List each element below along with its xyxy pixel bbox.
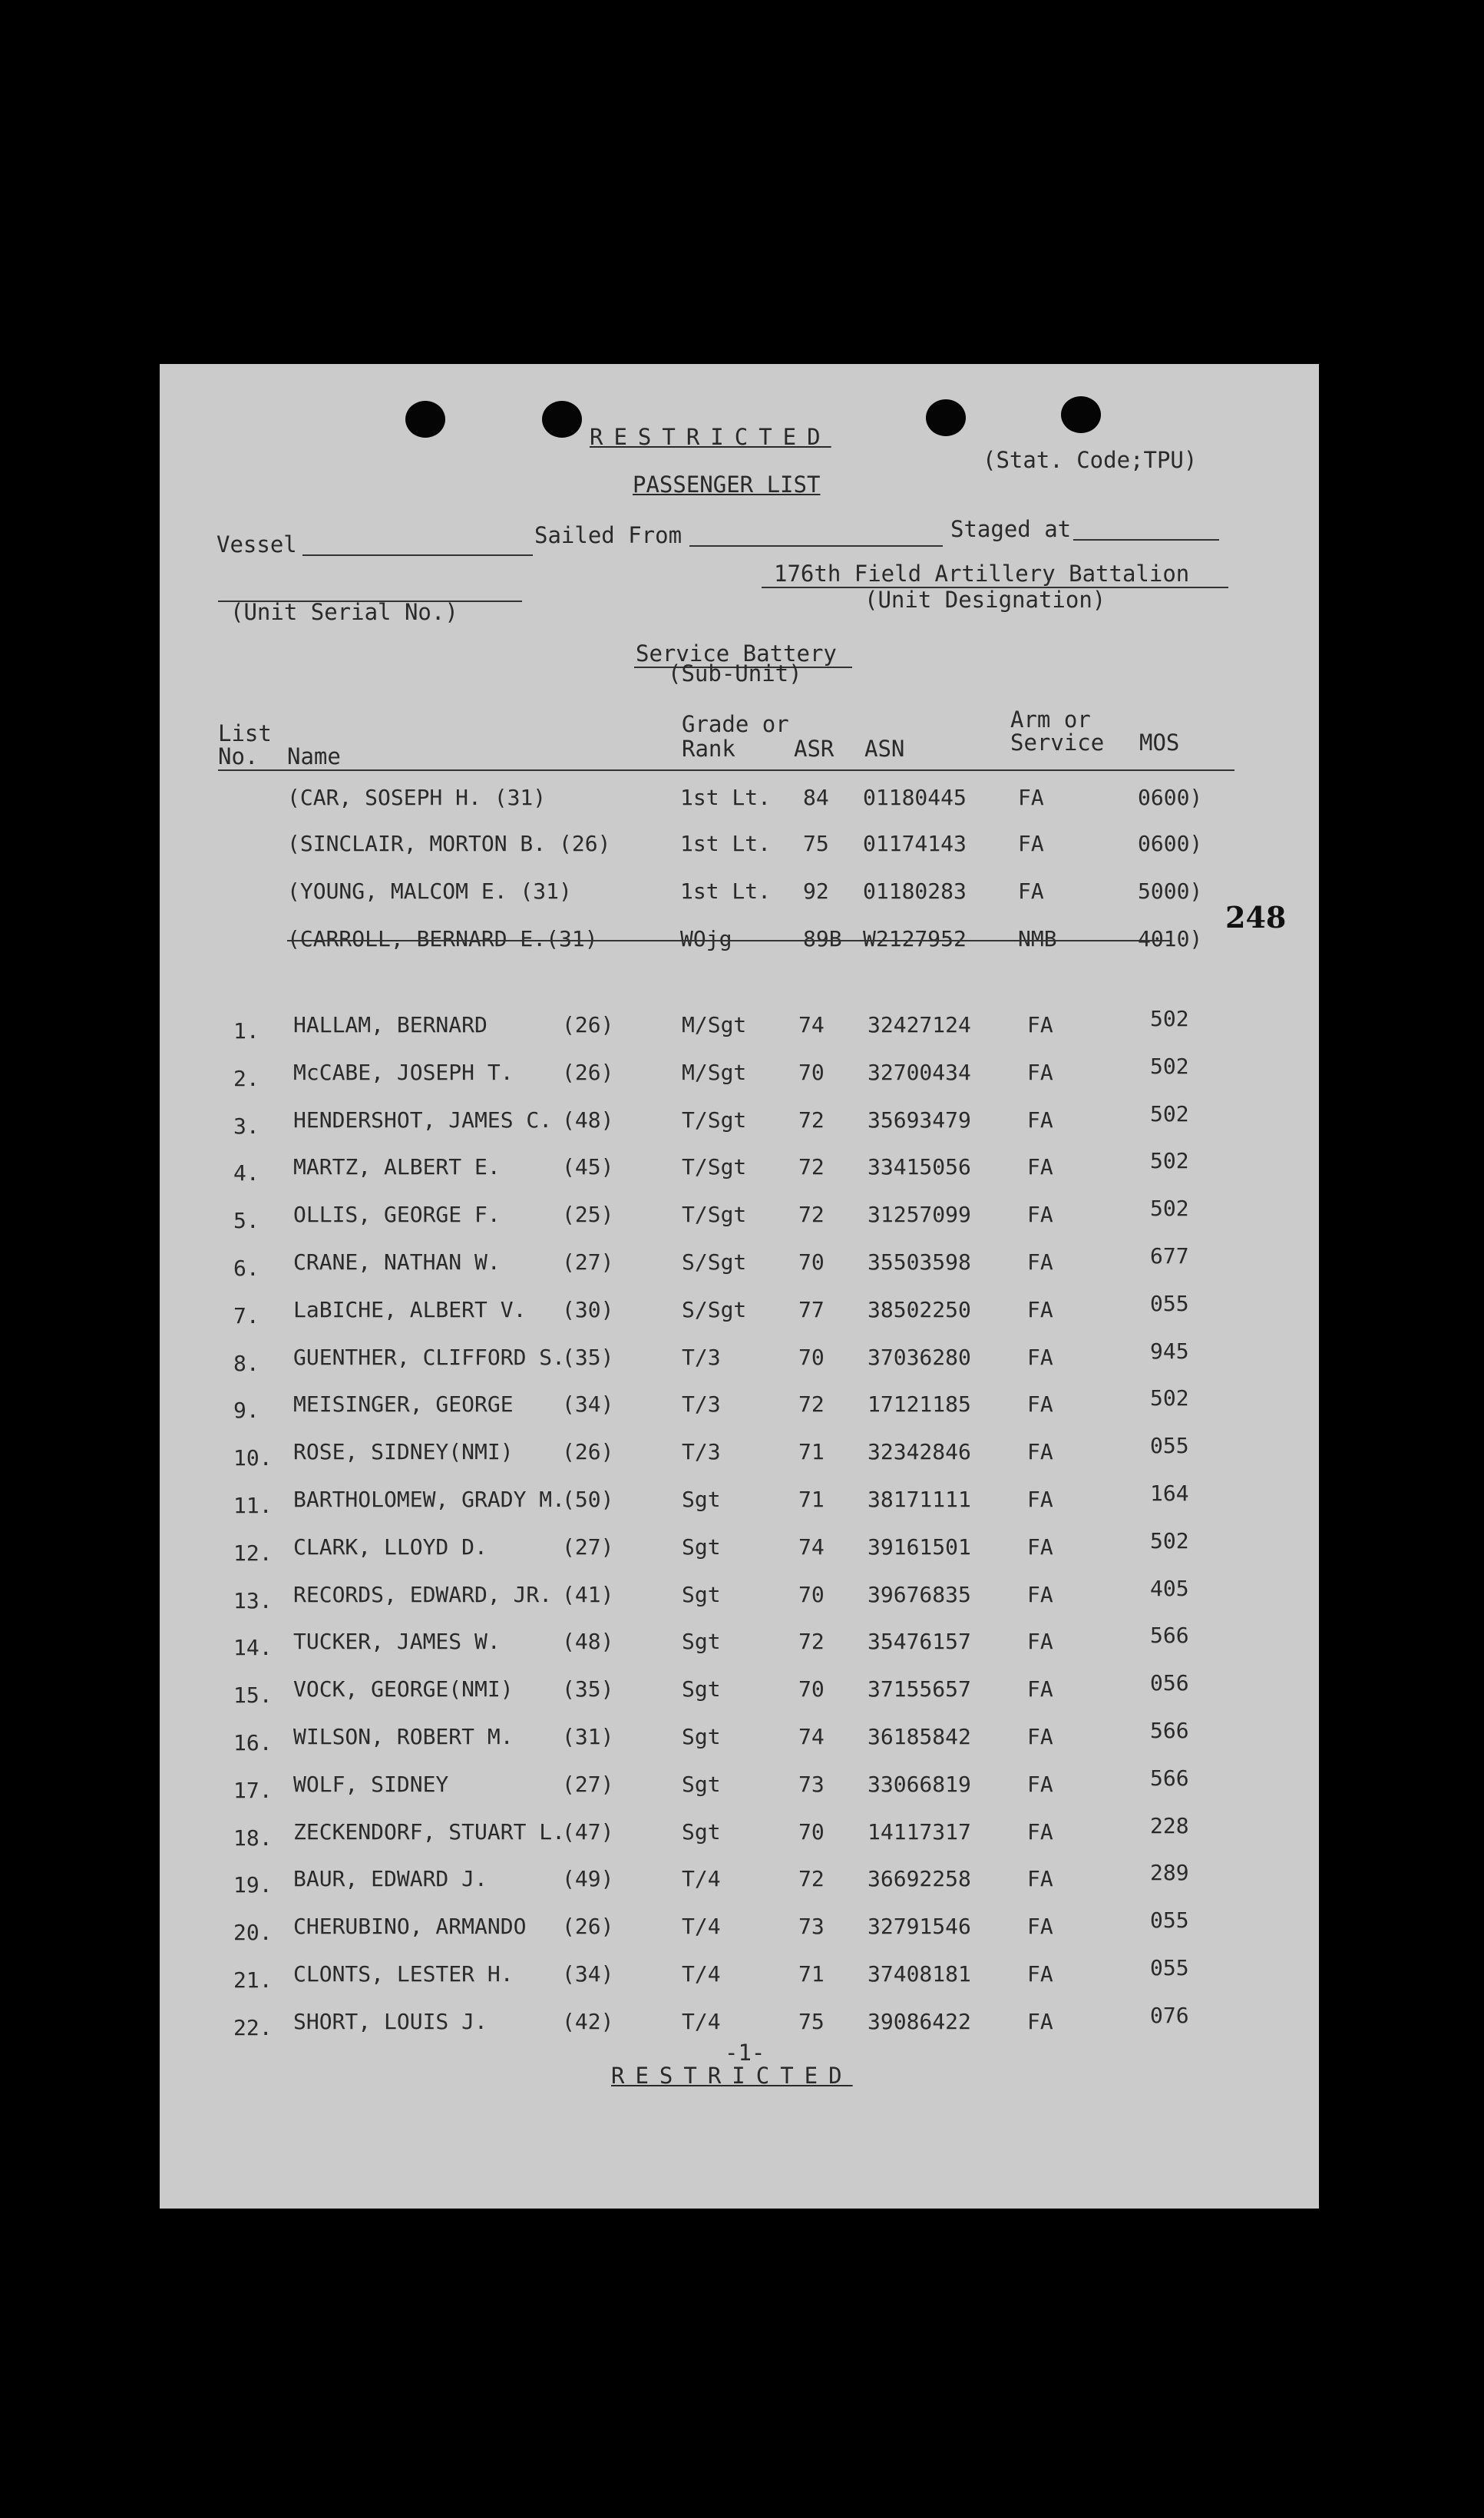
row-name: BAUR, EDWARD J. (293, 1866, 488, 1891)
col-list: List (218, 720, 272, 746)
row-age: (31) (562, 1724, 614, 1749)
row-name: HENDERSHOT, JAMES C. (293, 1107, 553, 1133)
row-asr: 74 (798, 1534, 825, 1560)
row-asr: 70 (798, 1060, 825, 1085)
row-arm: FA (1027, 1012, 1053, 1037)
officer-name: (CARROLL, BERNARD E.(31) (287, 926, 598, 951)
row-name: WOLF, SIDNEY (293, 1772, 449, 1797)
row-number: 19. (233, 1872, 273, 1898)
unit-designation: 176th Field Artillery Battalion (774, 561, 1190, 587)
row-number: 5. (233, 1208, 259, 1233)
row-asn: 39676835 (868, 1582, 971, 1607)
row-asn: 35476157 (868, 1629, 971, 1654)
restricted-header: RESTRICTED (590, 424, 831, 450)
row-arm: FA (1027, 1582, 1053, 1607)
officer-asr: 89B (803, 926, 842, 951)
row-mos: 566 (1150, 1718, 1189, 1743)
row-rank: T/4 (682, 2009, 721, 2034)
row-asr: 72 (798, 1202, 825, 1227)
row-number: 13. (233, 1588, 273, 1613)
row-arm: FA (1027, 1914, 1053, 1939)
col-arm-or: Arm or (1010, 706, 1091, 733)
row-name: HALLAM, BERNARD (293, 1012, 488, 1037)
row-asr: 70 (798, 1582, 825, 1607)
row-name: GUENTHER, CLIFFORD S. (293, 1345, 566, 1370)
row-asr: 72 (798, 1107, 825, 1133)
row-asn: 35503598 (868, 1249, 971, 1275)
row-arm: FA (1027, 1629, 1053, 1654)
sub-unit-caption: (Sub-Unit) (668, 660, 802, 687)
row-rank: Sgt (682, 1582, 721, 1607)
col-no: No. (218, 743, 259, 769)
officer-asn: 01180445 (863, 785, 967, 810)
row-arm: FA (1027, 1439, 1053, 1464)
row-asn: 32427124 (868, 1012, 971, 1037)
staged-at-field (1073, 539, 1219, 541)
row-age: (25) (562, 1202, 614, 1227)
row-arm: FA (1027, 1961, 1053, 1987)
row-rank: Sgt (682, 1534, 721, 1560)
officer-name: (SINCLAIR, MORTON B. (26) (287, 831, 611, 856)
row-asn: 31257099 (868, 1202, 971, 1227)
row-arm: FA (1027, 1202, 1053, 1227)
staged-at-label: Staged at (950, 516, 1072, 542)
row-mos: 228 (1150, 1813, 1189, 1838)
sailed-from-label: Sailed From (534, 522, 683, 548)
row-mos: 502 (1150, 1148, 1189, 1173)
officer-name: (YOUNG, MALCOM E. (31) (287, 878, 572, 904)
row-asr: 73 (798, 1772, 825, 1797)
col-asr: ASR (794, 736, 835, 762)
officer-arm: FA (1018, 785, 1044, 810)
punch-hole (542, 401, 582, 438)
row-number: 11. (233, 1493, 273, 1518)
row-arm: FA (1027, 1345, 1053, 1370)
officer-rank: WOjg (680, 926, 732, 951)
row-number: 14. (233, 1635, 273, 1660)
officer-asn: W2127952 (863, 926, 967, 951)
punch-hole (1061, 396, 1101, 433)
row-asn: 39161501 (868, 1534, 971, 1560)
row-number: 17. (233, 1778, 273, 1803)
officer-arm: FA (1018, 831, 1044, 856)
row-arm: FA (1027, 1866, 1053, 1891)
row-mos: 289 (1150, 1860, 1189, 1885)
officer-rank: 1st Lt. (680, 831, 772, 856)
row-arm: FA (1027, 1534, 1053, 1560)
row-age: (48) (562, 1107, 614, 1133)
row-number: 3. (233, 1113, 259, 1139)
row-rank: T/4 (682, 1914, 721, 1939)
row-age: (35) (562, 1345, 614, 1370)
strikethrough-line (287, 940, 1170, 941)
row-mos: 055 (1150, 1955, 1189, 1980)
row-age: (49) (562, 1866, 614, 1891)
row-age: (35) (562, 1676, 614, 1702)
col-service: Service (1010, 730, 1105, 756)
punch-hole (926, 399, 966, 436)
row-rank: T/3 (682, 1391, 721, 1417)
row-name: MARTZ, ALBERT E. (293, 1154, 501, 1180)
officer-mos: 0600) (1138, 831, 1203, 856)
row-asr: 70 (798, 1345, 825, 1370)
row-name: OLLIS, GEORGE F. (293, 1202, 501, 1227)
row-arm: FA (1027, 1391, 1053, 1417)
row-rank: Sgt (682, 1819, 721, 1845)
row-mos: 502 (1150, 1054, 1189, 1079)
row-asn: 39086422 (868, 2009, 971, 2034)
row-mos: 502 (1150, 1196, 1189, 1221)
row-number: 12. (233, 1540, 273, 1566)
officer-asr: 92 (803, 878, 829, 904)
officer-rank: 1st Lt. (680, 785, 772, 810)
row-arm: FA (1027, 1154, 1053, 1180)
row-age: (45) (562, 1154, 614, 1180)
row-asr: 74 (798, 1012, 825, 1037)
document-page (160, 364, 1319, 2209)
row-asr: 73 (798, 1914, 825, 1939)
row-arm: FA (1027, 1249, 1053, 1275)
row-asn: 32700434 (868, 1060, 971, 1085)
row-asr: 72 (798, 1629, 825, 1654)
row-mos: 055 (1150, 1433, 1189, 1458)
row-rank: T/3 (682, 1345, 721, 1370)
row-asr: 70 (798, 1676, 825, 1702)
row-asn: 14117317 (868, 1819, 971, 1845)
page-number: -1- (725, 2040, 765, 2066)
col-mos: MOS (1139, 730, 1180, 756)
row-name: ZECKENDORF, STUART L. (293, 1819, 566, 1845)
row-asn: 37036280 (868, 1345, 971, 1370)
row-number: 18. (233, 1825, 273, 1851)
row-mos: 566 (1150, 1623, 1189, 1648)
row-name: SHORT, LOUIS J. (293, 2009, 488, 2034)
officer-asn: 01180283 (863, 878, 967, 904)
row-rank: T/Sgt (682, 1202, 747, 1227)
row-age: (41) (562, 1582, 614, 1607)
row-asr: 71 (798, 1439, 825, 1464)
row-mos: 502 (1150, 1528, 1189, 1553)
officer-arm: NMB (1018, 926, 1057, 951)
row-mos: 405 (1150, 1576, 1189, 1601)
officer-name: (CAR, SOSEPH H. (31) (287, 785, 547, 810)
row-mos: 502 (1150, 1101, 1189, 1127)
row-number: 10. (233, 1445, 273, 1471)
row-asr: 74 (798, 1724, 825, 1749)
row-asn: 37155657 (868, 1676, 971, 1702)
row-age: (27) (562, 1772, 614, 1797)
row-number: 22. (233, 2015, 273, 2040)
row-asn: 17121185 (868, 1391, 971, 1417)
row-age: (26) (562, 1060, 614, 1085)
row-rank: Sgt (682, 1772, 721, 1797)
row-name: VOCK, GEORGE(NMI) (293, 1676, 514, 1702)
row-name: CLARK, LLOYD D. (293, 1534, 488, 1560)
row-asn: 36692258 (868, 1866, 971, 1891)
row-number: 16. (233, 1730, 273, 1755)
officer-mos: 0600) (1138, 785, 1203, 810)
row-asr: 72 (798, 1391, 825, 1417)
row-name: CHERUBINO, ARMANDO (293, 1914, 527, 1939)
sailed-from-field (689, 545, 943, 547)
row-mos: 164 (1150, 1481, 1189, 1506)
row-arm: FA (1027, 1676, 1053, 1702)
row-mos: 566 (1150, 1765, 1189, 1791)
row-arm: FA (1027, 1487, 1053, 1512)
row-rank: Sgt (682, 1629, 721, 1654)
restricted-footer: RESTRICTED (611, 2063, 853, 2089)
row-age: (47) (562, 1819, 614, 1845)
row-arm: FA (1027, 1772, 1053, 1797)
col-grade-or: Grade or (682, 711, 789, 737)
row-name: McCABE, JOSEPH T. (293, 1060, 514, 1085)
row-number: 9. (233, 1398, 259, 1423)
punch-hole (405, 401, 445, 438)
row-rank: S/Sgt (682, 1249, 747, 1275)
row-age: (30) (562, 1297, 614, 1322)
page-title: PASSENGER LIST (633, 472, 821, 498)
officer-rank: 1st Lt. (680, 878, 772, 904)
row-rank: T/3 (682, 1439, 721, 1464)
row-name: WILSON, ROBERT M. (293, 1724, 514, 1749)
row-name: CLONTS, LESTER H. (293, 1961, 514, 1987)
row-age: (50) (562, 1487, 614, 1512)
row-age: (26) (562, 1439, 614, 1464)
row-age: (42) (562, 2009, 614, 2034)
col-rank: Rank (682, 736, 735, 762)
row-number: 4. (233, 1160, 259, 1186)
row-rank: T/4 (682, 1866, 721, 1891)
row-asr: 70 (798, 1819, 825, 1845)
row-asr: 71 (798, 1961, 825, 1987)
row-mos: 502 (1150, 1006, 1189, 1031)
officer-asr: 75 (803, 831, 829, 856)
row-name: BARTHOLOMEW, GRADY M. (293, 1487, 566, 1512)
row-number: 21. (233, 1967, 273, 1993)
officer-mos: 4010) (1138, 926, 1203, 951)
row-rank: Sgt (682, 1724, 721, 1749)
row-rank: Sgt (682, 1487, 721, 1512)
row-number: 8. (233, 1351, 259, 1376)
row-number: 15. (233, 1683, 273, 1708)
row-mos: 945 (1150, 1338, 1189, 1364)
row-asn: 38502250 (868, 1297, 971, 1322)
row-age: (34) (562, 1391, 614, 1417)
row-rank: T/4 (682, 1961, 721, 1987)
row-mos: 055 (1150, 1908, 1189, 1933)
row-mos: 502 (1150, 1385, 1189, 1411)
row-age: (48) (562, 1629, 614, 1654)
row-number: 1. (233, 1018, 259, 1044)
stat-code: (Stat. Code;TPU) (983, 447, 1198, 473)
row-rank: M/Sgt (682, 1012, 747, 1037)
row-name: LaBICHE, ALBERT V. (293, 1297, 527, 1322)
row-asn: 36185842 (868, 1724, 971, 1749)
page-count-annotation: 248 (1225, 900, 1287, 935)
row-arm: FA (1027, 1724, 1053, 1749)
vessel-label: Vessel (216, 531, 297, 558)
row-number: 2. (233, 1066, 259, 1091)
row-asr: 71 (798, 1487, 825, 1512)
row-number: 7. (233, 1303, 259, 1328)
row-number: 6. (233, 1256, 259, 1281)
row-arm: FA (1027, 1107, 1053, 1133)
row-age: (26) (562, 1914, 614, 1939)
row-name: CRANE, NATHAN W. (293, 1249, 501, 1275)
sub-unit: Service Battery (636, 640, 837, 667)
row-asr: 70 (798, 1249, 825, 1275)
row-asr: 72 (798, 1154, 825, 1180)
row-asn: 33066819 (868, 1772, 971, 1797)
row-mos: 055 (1150, 1291, 1189, 1316)
header-rule (218, 769, 1234, 771)
row-name: RECORDS, EDWARD, JR. (293, 1582, 553, 1607)
row-number: 20. (233, 1920, 273, 1945)
row-name: ROSE, SIDNEY(NMI) (293, 1439, 514, 1464)
row-arm: FA (1027, 1060, 1053, 1085)
row-asn: 32791546 (868, 1914, 971, 1939)
unit-designation-caption: (Unit Designation) (864, 587, 1106, 613)
row-arm: FA (1027, 1819, 1053, 1845)
officer-arm: FA (1018, 878, 1044, 904)
row-asn: 33415056 (868, 1154, 971, 1180)
col-asn: ASN (864, 736, 905, 762)
row-age: (34) (562, 1961, 614, 1987)
vessel-field (302, 554, 533, 556)
row-asr: 75 (798, 2009, 825, 2034)
officer-asn: 01174143 (863, 831, 967, 856)
row-asn: 35693479 (868, 1107, 971, 1133)
row-rank: Sgt (682, 1676, 721, 1702)
row-asr: 77 (798, 1297, 825, 1322)
row-arm: FA (1027, 1297, 1053, 1322)
col-name: Name (287, 743, 341, 769)
row-age: (26) (562, 1012, 614, 1037)
row-name: TUCKER, JAMES W. (293, 1629, 501, 1654)
row-rank: T/Sgt (682, 1107, 747, 1133)
row-arm: FA (1027, 2009, 1053, 2034)
row-mos: 677 (1150, 1243, 1189, 1269)
row-rank: M/Sgt (682, 1060, 747, 1085)
row-age: (27) (562, 1249, 614, 1275)
row-mos: 056 (1150, 1670, 1189, 1696)
unit-serial-caption: (Unit Serial No.) (230, 599, 458, 625)
row-asr: 72 (798, 1866, 825, 1891)
row-name: MEISINGER, GEORGE (293, 1391, 514, 1417)
row-asn: 38171111 (868, 1487, 971, 1512)
row-asn: 37408181 (868, 1961, 971, 1987)
officer-mos: 5000) (1138, 878, 1203, 904)
row-asn: 32342846 (868, 1439, 971, 1464)
row-rank: S/Sgt (682, 1297, 747, 1322)
row-mos: 076 (1150, 2003, 1189, 2028)
officer-asr: 84 (803, 785, 829, 810)
row-age: (27) (562, 1534, 614, 1560)
row-rank: T/Sgt (682, 1154, 747, 1180)
